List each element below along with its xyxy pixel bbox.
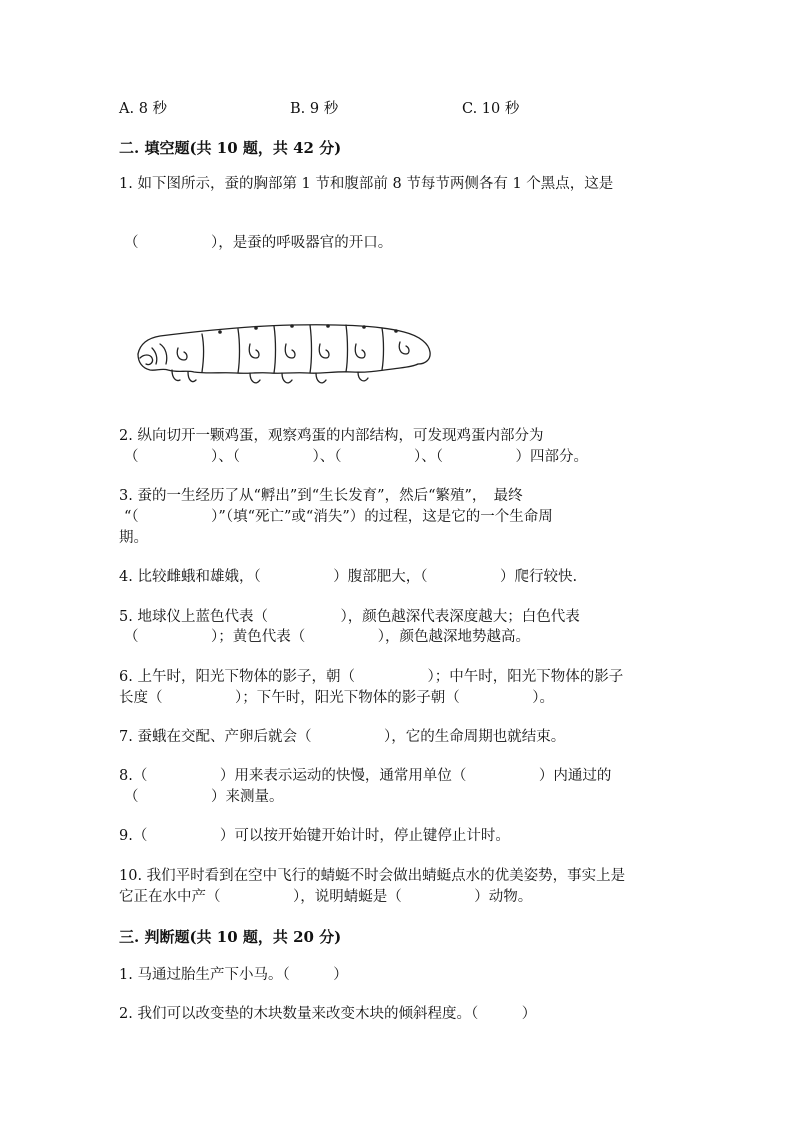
section-2-title: 二. 填空题(共 10 题，共 42 分) — [119, 139, 342, 157]
q1-line-1: 1. 如下图所示，蚕的胸部第 1 节和腹部前 8 节每节两侧各有 1 个黑点，这是 — [119, 176, 614, 192]
q3-line-3: 期。 — [119, 530, 148, 546]
q8-line-2: （ ）来测量。 — [124, 789, 284, 805]
q4-line-1: 4. 比较雌蛾和雄娥，（ ）腹部肥大，（ ）爬行较快. — [119, 569, 578, 585]
q10-line-2: 它正在水中产（ ），说明蜻蜓是（ ）动物。 — [119, 889, 533, 905]
q8-line-1: 8.（ ）用来表示运动的快慢，通常用单位（ ）内通过的 — [119, 768, 612, 784]
q5-line-1: 5. 地球仪上蓝色代表（ ），颜色越深代表深度越大；白色代表 — [119, 609, 580, 625]
silkworm-illustration — [132, 318, 437, 390]
choice-c: C. 10 秒 — [462, 101, 520, 117]
q6-line-2: 长度（ ）；下午时，阳光下物体的影子朝（ ）。 — [119, 690, 554, 706]
choice-b: B. 9 秒 — [290, 101, 339, 117]
judge-q1: 1. 马通过胎生产下小马。（ ） — [119, 967, 348, 983]
q3-line-1: 3. 蚕的一生经历了从“孵出”到“生长发育”，然后“繁殖”， 最终 — [119, 488, 523, 504]
q7-line-1: 7. 蚕蛾在交配、产卵后就会（ ），它的生命周期也就结束。 — [119, 729, 566, 745]
q3-line-2: “（ ）”（填“死亡”或“消失”）的过程，这是它的一个生命周 — [124, 509, 553, 525]
q10-line-1: 10. 我们平时看到在空中飞行的蜻蜓不时会做出蜻蜓点水的优美姿势，事实上是 — [119, 868, 626, 884]
choice-a: A. 8 秒 — [119, 101, 168, 117]
q2-line-2: （ ）、（ ）、（ ）、（ ）四部分。 — [124, 449, 588, 465]
q6-line-1: 6. 上午时，阳光下物体的影子，朝（ ）；中午时，阳光下物体的影子 — [119, 669, 624, 685]
q5-line-2: （ ）；黄色代表（ ），颜色越深地势越高。 — [124, 629, 530, 645]
q2-line-1: 2. 纵向切开一颗鸡蛋，观察鸡蛋的内部结构，可发现鸡蛋内部分为 — [119, 428, 544, 444]
section-3-title: 三. 判断题(共 10 题，共 20 分) — [119, 928, 342, 946]
q9-line-1: 9.（ ）可以按开始键开始计时，停止键停止计时。 — [119, 828, 510, 844]
q1-line-2: （ ），是蚕的呼吸器官的开口。 — [124, 235, 393, 251]
judge-q2: 2. 我们可以改变垫的木块数量来改变木块的倾斜程度。（ ） — [119, 1006, 537, 1022]
